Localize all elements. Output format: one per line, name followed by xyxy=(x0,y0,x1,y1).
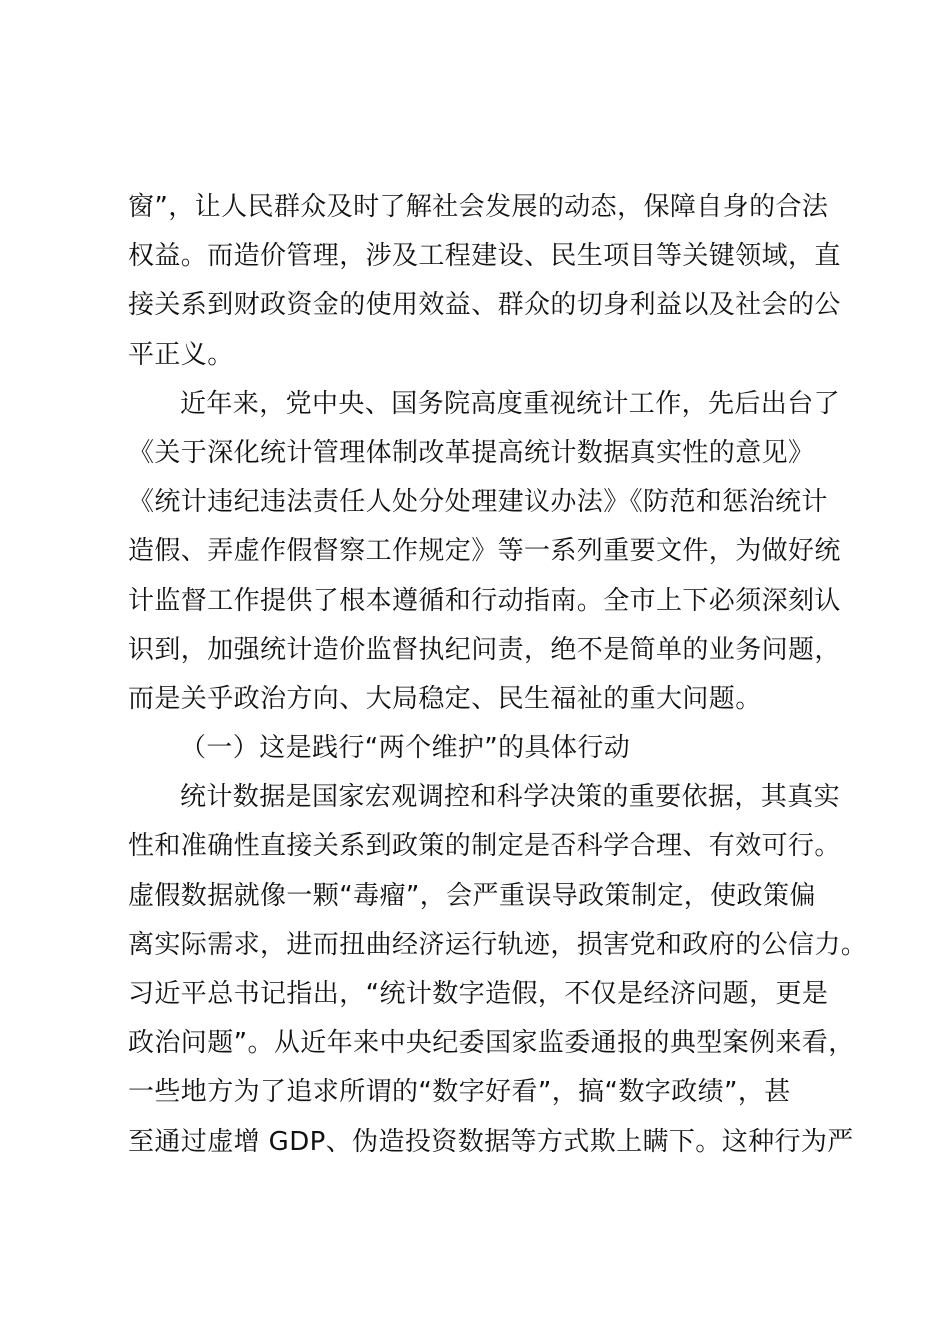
text-line: 造假、弄虚作假督察工作规定》等一系列重要文件，为做好统 xyxy=(128,536,841,567)
paragraph-start-line: 统计数据是国家宏观调控和科学决策的重要依据，其真实 xyxy=(180,782,841,813)
section-heading: （一）这是践行“两个维护”的具体行动 xyxy=(180,733,631,764)
text-line: 计监督工作提供了根本遵循和行动指南。全市上下必须深刻认 xyxy=(128,585,841,616)
text-line: 识到，加强统计造价监督执纪问责，绝不是简单的业务问题， xyxy=(128,634,841,665)
text-line: 离实际需求，进而扭曲经济运行轨迹，损害党和政府的公信力。 xyxy=(128,929,868,960)
text-line: 至通过虚增 GDP、伪造投资数据等方式欺上瞒下。这种行为严 xyxy=(128,1126,854,1157)
paragraph-start-line: 近年来，党中央、国务院高度重视统计工作，先后出台了 xyxy=(180,388,841,419)
text-line: 《统计违纪违法责任人处分处理建议办法》《防范和惩治统计 xyxy=(128,487,828,518)
text-line: 平正义。 xyxy=(128,339,234,370)
text-line: 《关于深化统计管理体制改革提高统计数据真实性的意见》 xyxy=(128,437,815,468)
text-line: 权益。而造价管理，涉及工程建设、民生项目等关键领域，直 xyxy=(128,241,841,272)
text-line: 政治问题”。从近年来中央纪委国家监委通报的典型案例来看， xyxy=(128,1028,855,1059)
text-line: 虚假数据就像一颗“毒瘤”，会严重误导政策制定，使政策偏 xyxy=(128,880,816,911)
document-body xyxy=(128,183,868,1167)
text-line: 性和准确性直接关系到政策的制定是否科学合理、有效可行。 xyxy=(128,831,841,862)
text-line: 习近平总书记指出，“统计数字造假，不仅是经济问题，更是 xyxy=(128,979,829,1009)
text-line: 接关系到财政资金的使用效益、群众的切身利益以及社会的公 xyxy=(128,290,841,321)
text-line: 而是关乎政治方向、大局稳定、民生福祉的重大问题。 xyxy=(128,683,762,714)
text-line: 窗”，让人民群众及时了解社会发展的动态，保障自身的合法 xyxy=(128,192,829,222)
text-line: 一些地方为了追求所谓的“数字好看”，搞“数字政绩”，甚 xyxy=(128,1077,791,1108)
